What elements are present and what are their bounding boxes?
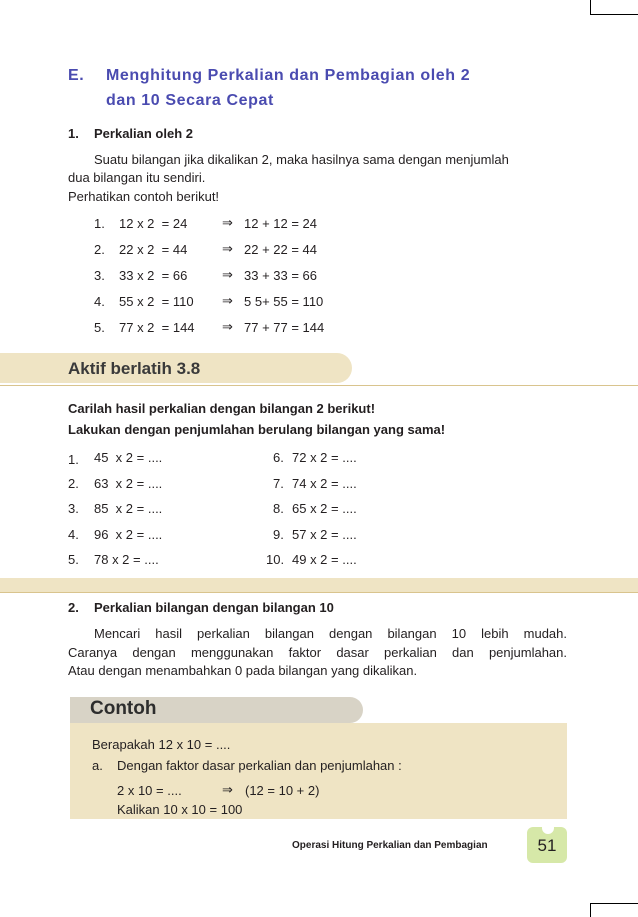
implies-arrow-icon: ⇒ (222, 320, 233, 335)
aktif-rule (0, 385, 638, 386)
exercise-number: 4. (68, 527, 79, 542)
example-number: 4. (94, 294, 105, 309)
exercise-question: 57 x 2 = .... (292, 527, 357, 542)
contoh-line: Kalikan 10 x 10 = 100 (117, 802, 243, 817)
example-right: 12 + 12 = 24 (244, 216, 318, 231)
implies-arrow-icon: ⇒ (222, 268, 233, 283)
example-number: 2. (94, 242, 105, 257)
exercise-question: 96 x 2 = .... (94, 527, 163, 542)
exercise-number: 6. (273, 450, 284, 465)
crop-mark (590, 903, 591, 917)
implies-arrow-icon: ⇒ (222, 242, 233, 257)
example-right: 5 5+ 55 = 110 (244, 294, 324, 309)
contoh-line: 2 x 10 = .... (117, 783, 182, 798)
sub2-title: Perkalian bilangan dengan bilangan 10 (94, 600, 334, 615)
sub2-paragraph-line: Caranya dengan menggunakan faktor dasar perkalian dan penjumlahan. (68, 645, 567, 660)
exercise-number: 3. (68, 501, 79, 516)
footer-chapter-title: Operasi Hitung Perkalian dan Pembagian (292, 840, 488, 851)
aktif-title: Aktif berlatih 3.8 (68, 359, 201, 378)
exercise-question: 74 x 2 = .... (292, 476, 357, 491)
aktif-instruction: Carilah hasil perkalian dengan bilangan 2 berikut! (68, 401, 376, 416)
section-e-title-line1: Menghitung Perkalian dan Pembagian oleh 2 (106, 67, 471, 84)
exercise-question: 45 x 2 = .... (94, 450, 163, 465)
exercise-question: 85 x 2 = .... (94, 501, 163, 516)
example-number: 3. (94, 268, 105, 283)
section-e-letter: E. (68, 67, 85, 84)
exercise-number: 5. (68, 552, 79, 567)
page-badge-dot (542, 822, 554, 834)
contoh-line: Dengan faktor dasar perkalian dan penjumlahan : (117, 758, 402, 773)
exercise-question: 72 x 2 = .... (292, 450, 357, 465)
section-e-title-line2: dan 10 Secara Cepat (106, 92, 274, 109)
sub1-paragraph-line: Suatu bilangan jika dikalikan 2, maka hasilnya sama dengan menjumlah (94, 152, 509, 167)
exercise-number: 1. (68, 452, 79, 467)
sub1-paragraph-line: Perhatikan contoh berikut! (68, 189, 220, 204)
aktif-instruction: Lakukan dengan penjumlahan berulang bilangan yang sama! (68, 422, 446, 437)
example-left: 55 x 2 = 110 (119, 294, 194, 309)
example-left: 77 x 2 = 144 (119, 320, 195, 335)
sub2-paragraph-line: Atau dengan menambahkan 0 pada bilangan yang dikalikan. (68, 663, 418, 678)
implies-arrow-icon: ⇒ (222, 216, 233, 231)
sub1-number: 1. (68, 126, 79, 141)
exercise-question: 65 x 2 = .... (292, 501, 357, 516)
sub2-number: 2. (68, 600, 79, 615)
crop-mark (590, 903, 638, 904)
exercise-number: 2. (68, 476, 79, 491)
exercise-question: 63 x 2 = .... (94, 476, 163, 491)
exercise-question: 49 x 2 = .... (292, 552, 357, 567)
implies-arrow-icon: ⇒ (222, 294, 233, 309)
example-left: 22 x 2 = 44 (119, 242, 188, 257)
example-left: 33 x 2 = 66 (119, 268, 188, 283)
example-right: 33 + 33 = 66 (244, 268, 318, 283)
example-right: 77 + 77 = 144 (244, 320, 325, 335)
contoh-title: Contoh (90, 698, 157, 719)
exercise-question: 78 x 2 = .... (94, 552, 159, 567)
aktif-bottom-rule (0, 592, 638, 593)
contoh-step-number: a. (92, 758, 103, 773)
sub2-paragraph-line: Mencari hasil perkalian bilangan dengan bilangan 10 lebih mudah. (94, 626, 567, 641)
exercise-number: 9. (273, 527, 284, 542)
page-number: 51 (537, 836, 557, 855)
implies-arrow-icon: ⇒ (222, 783, 233, 798)
example-right: 22 + 22 = 44 (244, 242, 318, 257)
contoh-line: (12 = 10 + 2) (245, 783, 320, 798)
example-left: 12 x 2 = 24 (119, 216, 188, 231)
aktif-bottom-band (0, 578, 638, 592)
example-number: 5. (94, 320, 105, 335)
crop-mark (590, 14, 638, 15)
contoh-line: Berapakah 12 x 10 = .... (92, 737, 231, 752)
exercise-number: 7. (273, 476, 284, 491)
example-number: 1. (94, 216, 105, 231)
sub1-paragraph-line: dua bilangan itu sendiri. (68, 170, 206, 185)
exercise-number: 10. (266, 552, 285, 567)
crop-mark (590, 0, 591, 14)
exercise-number: 8. (273, 501, 284, 516)
sub1-title: Perkalian oleh 2 (94, 126, 193, 141)
